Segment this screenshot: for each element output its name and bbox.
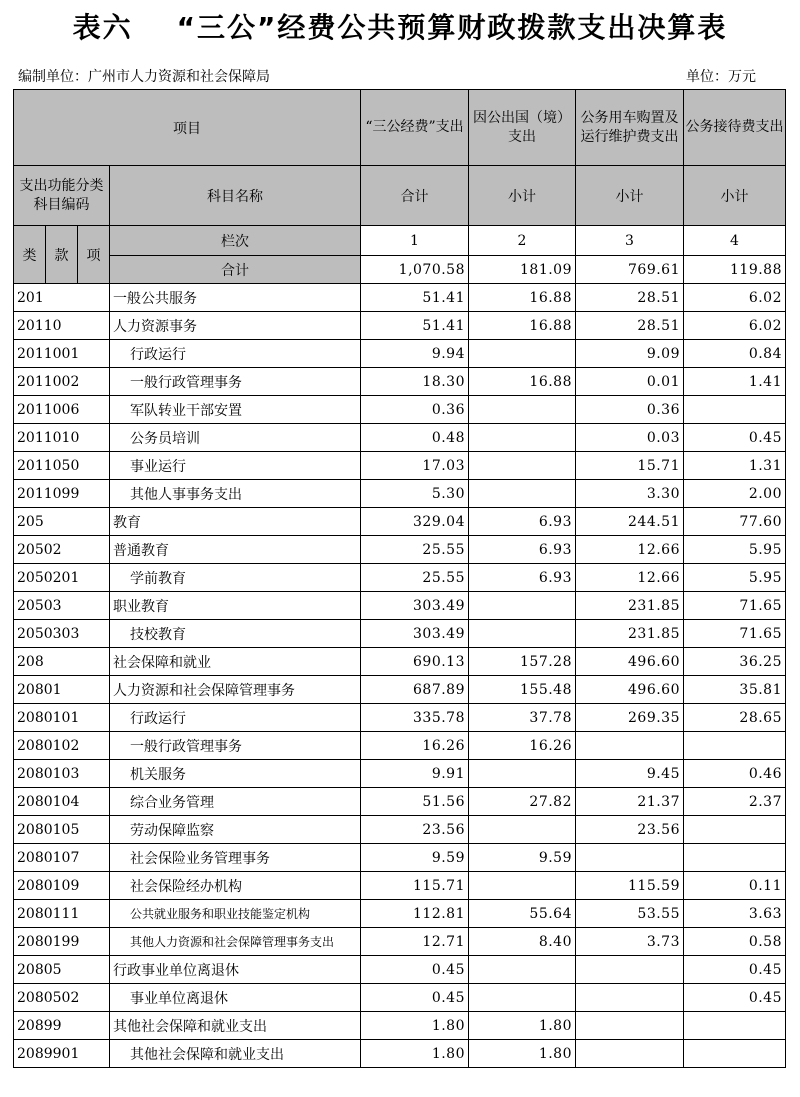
amount-col-4 bbox=[684, 396, 786, 424]
amount-col-3: 3.30 bbox=[576, 480, 684, 508]
subject-name: 公务员培训 bbox=[110, 424, 361, 452]
amount-col-4: 0.58 bbox=[684, 928, 786, 956]
table-row bbox=[14, 424, 786, 452]
amount-col-2: 16.26 bbox=[469, 732, 576, 760]
amount-col-4: 36.25 bbox=[684, 648, 786, 676]
amount-col-4: 1.31 bbox=[684, 452, 786, 480]
amount-col-2: 6.93 bbox=[469, 536, 576, 564]
amount-col-1: 303.49 bbox=[361, 592, 469, 620]
amount-col-1: 25.55 bbox=[361, 536, 469, 564]
amount-col-2: 16.88 bbox=[469, 312, 576, 340]
amount-col-3: 28.51 bbox=[576, 312, 684, 340]
subject-code: 20502 bbox=[14, 536, 110, 564]
header-function-code: 支出功能分类科目编码 bbox=[14, 166, 110, 226]
amount-col-2 bbox=[469, 396, 576, 424]
amount-col-1: 18.30 bbox=[361, 368, 469, 396]
table-row bbox=[14, 872, 786, 900]
page-title bbox=[0, 6, 800, 46]
subject-code: 2011006 bbox=[14, 396, 110, 424]
table-row bbox=[14, 452, 786, 480]
amount-col-1: 51.41 bbox=[361, 312, 469, 340]
subject-name: 一般行政管理事务 bbox=[110, 732, 361, 760]
amount-col-1: 335.78 bbox=[361, 704, 469, 732]
subject-name: 综合业务管理 bbox=[110, 788, 361, 816]
budget-table bbox=[13, 89, 786, 1068]
subject-name: 行政运行 bbox=[110, 704, 361, 732]
header-overseas-travel: 因公出国（境）支出 bbox=[469, 90, 576, 166]
subject-code: 2080103 bbox=[14, 760, 110, 788]
total-value-2: 181.09 bbox=[469, 256, 576, 284]
subject-code: 2080102 bbox=[14, 732, 110, 760]
amount-col-4: 2.37 bbox=[684, 788, 786, 816]
header-subtotal-3: 小计 bbox=[576, 166, 684, 226]
compiling-unit: 编制单位：广州市人力资源和社会保障局 bbox=[18, 69, 270, 85]
subject-name: 社会保险经办机构 bbox=[110, 872, 361, 900]
header-official-vehicles: 公务用车购置及运行维护费支出 bbox=[576, 90, 684, 166]
amount-col-3: 496.60 bbox=[576, 648, 684, 676]
column-number-3: 3 bbox=[576, 226, 684, 256]
amount-col-4: 6.02 bbox=[684, 284, 786, 312]
amount-col-3 bbox=[576, 844, 684, 872]
table-row bbox=[14, 1012, 786, 1040]
amount-col-1: 12.71 bbox=[361, 928, 469, 956]
amount-col-1: 51.41 bbox=[361, 284, 469, 312]
subject-name: 人力资源事务 bbox=[110, 312, 361, 340]
amount-col-1: 0.36 bbox=[361, 396, 469, 424]
subject-code: 2080101 bbox=[14, 704, 110, 732]
amount-col-2: 37.78 bbox=[469, 704, 576, 732]
amount-col-2: 1.80 bbox=[469, 1012, 576, 1040]
table-row bbox=[14, 340, 786, 368]
total-value-1: 1,070.58 bbox=[361, 256, 469, 284]
amount-col-4: 0.45 bbox=[684, 424, 786, 452]
amount-col-2 bbox=[469, 984, 576, 1012]
amount-col-4: 2.00 bbox=[684, 480, 786, 508]
table-row bbox=[14, 676, 786, 704]
header-subtotal-2: 小计 bbox=[469, 166, 576, 226]
subject-name: 普通教育 bbox=[110, 536, 361, 564]
amount-col-4: 5.95 bbox=[684, 564, 786, 592]
amount-col-1: 17.03 bbox=[361, 452, 469, 480]
amount-col-3: 12.66 bbox=[576, 536, 684, 564]
table-row bbox=[14, 536, 786, 564]
amount-col-2: 27.82 bbox=[469, 788, 576, 816]
amount-col-4: 28.65 bbox=[684, 704, 786, 732]
amount-col-1: 112.81 bbox=[361, 900, 469, 928]
table-row bbox=[14, 1040, 786, 1068]
subject-name: 一般行政管理事务 bbox=[110, 368, 361, 396]
subject-name: 其他人力资源和社会保障管理事务支出 bbox=[110, 928, 361, 956]
amount-col-1: 1.80 bbox=[361, 1040, 469, 1068]
table-row bbox=[14, 900, 786, 928]
amount-col-1: 9.91 bbox=[361, 760, 469, 788]
amount-col-4: 71.65 bbox=[684, 620, 786, 648]
subject-name: 教育 bbox=[110, 508, 361, 536]
amount-col-1: 0.45 bbox=[361, 956, 469, 984]
amount-col-4: 0.84 bbox=[684, 340, 786, 368]
amount-col-4: 35.81 bbox=[684, 676, 786, 704]
amount-col-2 bbox=[469, 452, 576, 480]
amount-col-4: 5.95 bbox=[684, 536, 786, 564]
amount-col-2: 155.48 bbox=[469, 676, 576, 704]
amount-col-1: 25.55 bbox=[361, 564, 469, 592]
subject-code: 20503 bbox=[14, 592, 110, 620]
amount-col-3: 244.51 bbox=[576, 508, 684, 536]
amount-col-2: 6.93 bbox=[469, 508, 576, 536]
table-row bbox=[14, 592, 786, 620]
amount-col-2 bbox=[469, 872, 576, 900]
amount-col-2 bbox=[469, 760, 576, 788]
amount-col-2 bbox=[469, 424, 576, 452]
amount-col-3: 0.36 bbox=[576, 396, 684, 424]
header-subtotal-4: 小计 bbox=[684, 166, 786, 226]
amount-col-1: 687.89 bbox=[361, 676, 469, 704]
amount-col-1: 5.30 bbox=[361, 480, 469, 508]
table-row bbox=[14, 620, 786, 648]
amount-col-4 bbox=[684, 816, 786, 844]
amount-col-1: 115.71 bbox=[361, 872, 469, 900]
table-row bbox=[14, 984, 786, 1012]
amount-col-1: 16.26 bbox=[361, 732, 469, 760]
amount-col-3 bbox=[576, 1040, 684, 1068]
table-row bbox=[14, 816, 786, 844]
amount-col-3: 12.66 bbox=[576, 564, 684, 592]
subject-code: 205 bbox=[14, 508, 110, 536]
amount-col-2 bbox=[469, 480, 576, 508]
header-project: 项目 bbox=[14, 90, 361, 166]
table-row bbox=[14, 928, 786, 956]
subject-code: 2080111 bbox=[14, 900, 110, 928]
amount-col-1: 0.48 bbox=[361, 424, 469, 452]
table-row bbox=[14, 788, 786, 816]
amount-col-2 bbox=[469, 816, 576, 844]
subject-code: 20899 bbox=[14, 1012, 110, 1040]
amount-col-2: 55.64 bbox=[469, 900, 576, 928]
subject-name: 机关服务 bbox=[110, 760, 361, 788]
subject-code: 20110 bbox=[14, 312, 110, 340]
amount-col-3: 231.85 bbox=[576, 592, 684, 620]
amount-col-3: 23.56 bbox=[576, 816, 684, 844]
amount-col-4: 6.02 bbox=[684, 312, 786, 340]
subject-name: 其他社会保障和就业支出 bbox=[110, 1012, 361, 1040]
subject-name: 公共就业服务和职业技能鉴定机构 bbox=[110, 900, 361, 928]
amount-col-1: 9.94 bbox=[361, 340, 469, 368]
subject-code: 2080104 bbox=[14, 788, 110, 816]
amount-col-3: 3.73 bbox=[576, 928, 684, 956]
subject-code: 208 bbox=[14, 648, 110, 676]
amount-col-1: 23.56 bbox=[361, 816, 469, 844]
header-official-reception: 公务接待费支出 bbox=[684, 90, 786, 166]
subject-name: 事业运行 bbox=[110, 452, 361, 480]
subject-code: 2011001 bbox=[14, 340, 110, 368]
amount-col-4: 1.41 bbox=[684, 368, 786, 396]
subject-code: 2080107 bbox=[14, 844, 110, 872]
subject-name: 人力资源和社会保障管理事务 bbox=[110, 676, 361, 704]
amount-col-3: 0.01 bbox=[576, 368, 684, 396]
table-row bbox=[14, 508, 786, 536]
amount-col-4 bbox=[684, 1012, 786, 1040]
amount-col-3 bbox=[576, 956, 684, 984]
amount-col-4: 0.45 bbox=[684, 956, 786, 984]
subject-code: 2050201 bbox=[14, 564, 110, 592]
subject-code: 201 bbox=[14, 284, 110, 312]
column-number-1: 1 bbox=[361, 226, 469, 256]
total-value-3: 769.61 bbox=[576, 256, 684, 284]
subject-name: 事业单位离退休 bbox=[110, 984, 361, 1012]
amount-col-1: 1.80 bbox=[361, 1012, 469, 1040]
table-row bbox=[14, 844, 786, 872]
subject-code: 2011010 bbox=[14, 424, 110, 452]
subject-code: 2011050 bbox=[14, 452, 110, 480]
amount-col-3: 115.59 bbox=[576, 872, 684, 900]
header-three-public-expenses: “三公经费”支出 bbox=[361, 90, 469, 166]
amount-col-4 bbox=[684, 844, 786, 872]
amount-col-2 bbox=[469, 620, 576, 648]
subject-name: 行政事业单位离退休 bbox=[110, 956, 361, 984]
amount-col-2 bbox=[469, 592, 576, 620]
amount-col-3 bbox=[576, 984, 684, 1012]
amount-col-4: 0.11 bbox=[684, 872, 786, 900]
subject-name: 社会保障和就业 bbox=[110, 648, 361, 676]
amount-col-4: 0.45 bbox=[684, 984, 786, 1012]
amount-col-1: 329.04 bbox=[361, 508, 469, 536]
amount-col-2: 16.88 bbox=[469, 368, 576, 396]
table-row bbox=[14, 480, 786, 508]
amount-col-2: 8.40 bbox=[469, 928, 576, 956]
table-row bbox=[14, 396, 786, 424]
amount-col-3: 28.51 bbox=[576, 284, 684, 312]
total-label: 合计 bbox=[110, 256, 361, 284]
subject-code: 2050303 bbox=[14, 620, 110, 648]
amount-col-4 bbox=[684, 1040, 786, 1068]
amount-col-2: 157.28 bbox=[469, 648, 576, 676]
amount-col-4: 0.46 bbox=[684, 760, 786, 788]
table-row bbox=[14, 312, 786, 340]
table-row bbox=[14, 732, 786, 760]
amount-col-1: 51.56 bbox=[361, 788, 469, 816]
subject-name: 一般公共服务 bbox=[110, 284, 361, 312]
subject-name: 劳动保障监察 bbox=[110, 816, 361, 844]
table-row bbox=[14, 284, 786, 312]
table-row bbox=[14, 564, 786, 592]
header-kuan: 款 bbox=[46, 226, 78, 284]
amount-col-3: 21.37 bbox=[576, 788, 684, 816]
amount-col-2 bbox=[469, 956, 576, 984]
amount-col-3: 231.85 bbox=[576, 620, 684, 648]
column-number-4: 4 bbox=[684, 226, 786, 256]
subject-code: 2080502 bbox=[14, 984, 110, 1012]
subject-code: 20801 bbox=[14, 676, 110, 704]
subject-code: 2011099 bbox=[14, 480, 110, 508]
total-value-4: 119.88 bbox=[684, 256, 786, 284]
subject-code: 2011002 bbox=[14, 368, 110, 396]
header-column-index: 栏次 bbox=[110, 226, 361, 256]
subject-name: 职业教育 bbox=[110, 592, 361, 620]
amount-col-3 bbox=[576, 1012, 684, 1040]
column-number-2: 2 bbox=[469, 226, 576, 256]
amount-col-1: 303.49 bbox=[361, 620, 469, 648]
header-total: 合计 bbox=[361, 166, 469, 226]
subject-name: 军队转业干部安置 bbox=[110, 396, 361, 424]
amount-col-4: 71.65 bbox=[684, 592, 786, 620]
header-xiang: 项 bbox=[78, 226, 110, 284]
subject-code: 20805 bbox=[14, 956, 110, 984]
amount-col-3: 269.35 bbox=[576, 704, 684, 732]
table-row bbox=[14, 648, 786, 676]
amount-col-3: 53.55 bbox=[576, 900, 684, 928]
amount-col-3: 9.09 bbox=[576, 340, 684, 368]
table-title: “三公”经费公共预算财政拨款支出决算表 bbox=[176, 11, 728, 44]
amount-col-4: 77.60 bbox=[684, 508, 786, 536]
amount-col-4: 3.63 bbox=[684, 900, 786, 928]
subject-name: 学前教育 bbox=[110, 564, 361, 592]
subject-name: 其他人事事务支出 bbox=[110, 480, 361, 508]
subject-code: 2089901 bbox=[14, 1040, 110, 1068]
table-row bbox=[14, 704, 786, 732]
amount-col-3: 496.60 bbox=[576, 676, 684, 704]
header-lei: 类 bbox=[14, 226, 46, 284]
amount-col-2: 9.59 bbox=[469, 844, 576, 872]
currency-unit: 单位：万元 bbox=[686, 69, 756, 85]
subject-name: 其他社会保障和就业支出 bbox=[110, 1040, 361, 1068]
amount-col-2: 16.88 bbox=[469, 284, 576, 312]
amount-col-3: 9.45 bbox=[576, 760, 684, 788]
amount-col-3 bbox=[576, 732, 684, 760]
amount-col-4 bbox=[684, 732, 786, 760]
amount-col-3: 0.03 bbox=[576, 424, 684, 452]
amount-col-3: 15.71 bbox=[576, 452, 684, 480]
amount-col-2 bbox=[469, 340, 576, 368]
amount-col-2: 1.80 bbox=[469, 1040, 576, 1068]
header-subject-name: 科目名称 bbox=[110, 166, 361, 226]
amount-col-2: 6.93 bbox=[469, 564, 576, 592]
amount-col-1: 0.45 bbox=[361, 984, 469, 1012]
amount-col-1: 9.59 bbox=[361, 844, 469, 872]
subject-code: 2080199 bbox=[14, 928, 110, 956]
subject-name: 技校教育 bbox=[110, 620, 361, 648]
subject-code: 2080109 bbox=[14, 872, 110, 900]
subject-name: 行政运行 bbox=[110, 340, 361, 368]
table-row bbox=[14, 368, 786, 396]
subject-code: 2080105 bbox=[14, 816, 110, 844]
table-number: 表六 bbox=[72, 11, 133, 44]
amount-col-1: 690.13 bbox=[361, 648, 469, 676]
table-row bbox=[14, 760, 786, 788]
table-row bbox=[14, 956, 786, 984]
subject-name: 社会保险业务管理事务 bbox=[110, 844, 361, 872]
